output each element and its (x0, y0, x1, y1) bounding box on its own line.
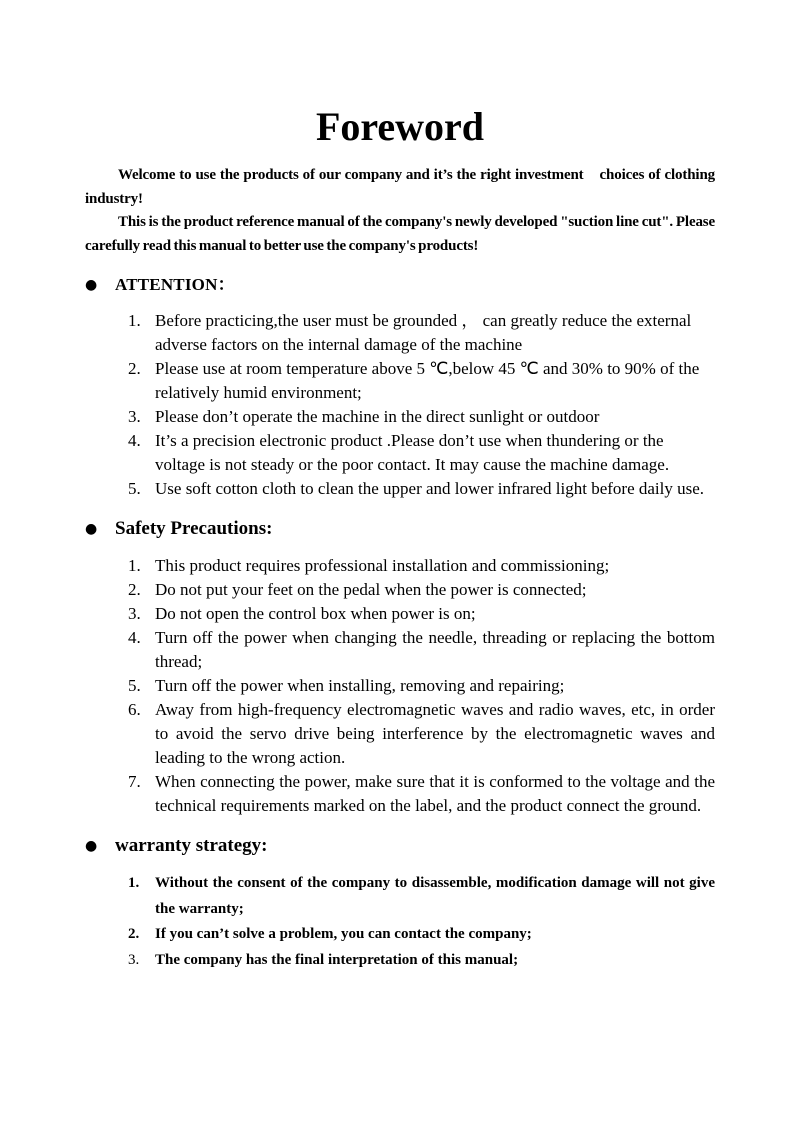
list-item (128, 405, 715, 429)
list-item-number: 5. (128, 479, 141, 498)
list-item-text: Turn off the power when installing, removing and repairing; (155, 676, 565, 695)
list-item (128, 871, 715, 922)
list-item-text: Without the consent of the company to disassemble, modification damage will not give the warranty; (155, 875, 715, 917)
attention-list (128, 309, 715, 501)
list-item-number: 5. (128, 676, 141, 695)
list-item-number: 2. (128, 359, 141, 378)
list-item (128, 674, 715, 698)
safety-list (128, 554, 715, 818)
list-item (128, 477, 715, 501)
bullet-icon: ● (85, 838, 98, 854)
list-item (128, 922, 715, 948)
list-item-number: 4. (128, 431, 141, 450)
list-item-text: Please don’t operate the machine in the direct sunlight or outdoor (155, 407, 600, 426)
list-item (128, 429, 715, 477)
list-item-text: The company has the final interpretation of this manual; (155, 951, 519, 968)
section-heading-attention (85, 273, 715, 297)
list-item-number: 6. (128, 700, 141, 719)
list-item (128, 357, 715, 405)
warranty-heading-label: warranty strategy: (115, 835, 268, 856)
list-item-text: Do not open the control box when power is on; (155, 604, 476, 623)
list-item-text: If you can’t solve a problem, you can contact the company; (155, 926, 532, 942)
warranty-list (128, 871, 715, 973)
list-item-number: 2. (128, 926, 140, 942)
safety-heading-label: Safety Precautions: (115, 518, 273, 539)
list-item-number: 3. (128, 407, 141, 426)
bullet-icon: ● (85, 277, 98, 293)
page-title: Foreword (315, 104, 485, 149)
list-item-text: Do not put your feet on the pedal when the power is connected; (155, 580, 587, 599)
list-item-number: 3. (128, 951, 140, 968)
intro-paragraph-1: Welcome to use the products of our company and it’s the right investment choices of clothing industry! (85, 167, 718, 207)
list-item (128, 554, 715, 578)
list-item (128, 948, 715, 974)
list-item-text: It’s a precision electronic product .Please don’t use when thundering or the voltage is not steady or the poor contact. It may cause the machine damage. (155, 431, 670, 474)
list-item (128, 626, 715, 674)
section-heading-warranty (85, 833, 715, 859)
list-item-text: Turn off the power when changing the needle, threading or replacing the bottom thread; (155, 628, 715, 671)
intro-paragraph-2: This is the product reference manual of the company's newly developed "suction line cut". Please carefully read this manual to better use the company's products! (85, 214, 718, 254)
list-item (128, 602, 715, 626)
list-item-text: Use soft cotton cloth to clean the upper and lower infrared light before daily use. (155, 479, 705, 498)
list-item-text: Please use at room temperature above 5 ℃,below 45 ℃ and 30% to 90% of the relatively humid environment; (155, 359, 700, 402)
list-item-number: 1. (128, 875, 140, 891)
attention-heading-label: ATTENTION： (115, 275, 235, 294)
list-item (128, 770, 715, 818)
bullet-icon: ● (85, 521, 98, 537)
list-item-number: 4. (128, 628, 141, 647)
list-item-number: 1. (128, 311, 141, 330)
section-heading-safety (85, 516, 715, 542)
list-item-text: When connecting the power, make sure that it is conformed to the voltage and the technical requirements marked on the label, and the product connect the ground. (155, 772, 715, 815)
list-item-text: This product requires professional installation and commissioning; (155, 556, 610, 575)
list-item (128, 578, 715, 602)
list-item-number: 7. (128, 772, 141, 791)
list-item-text: Before practicing,the user must be grounded ， can greatly reduce the external adverse factors on the internal damage of the machine (155, 311, 692, 354)
list-item (128, 698, 715, 770)
list-item-number: 2. (128, 580, 141, 599)
list-item-number: 3. (128, 604, 141, 623)
list-item-text: Away from high-frequency electromagnetic waves and radio waves, etc, in order to avoid the servo drive being interference by the electromagnetic waves and leading to the wrong action. (155, 700, 715, 767)
list-item-number: 1. (128, 556, 141, 575)
list-item (128, 309, 715, 357)
